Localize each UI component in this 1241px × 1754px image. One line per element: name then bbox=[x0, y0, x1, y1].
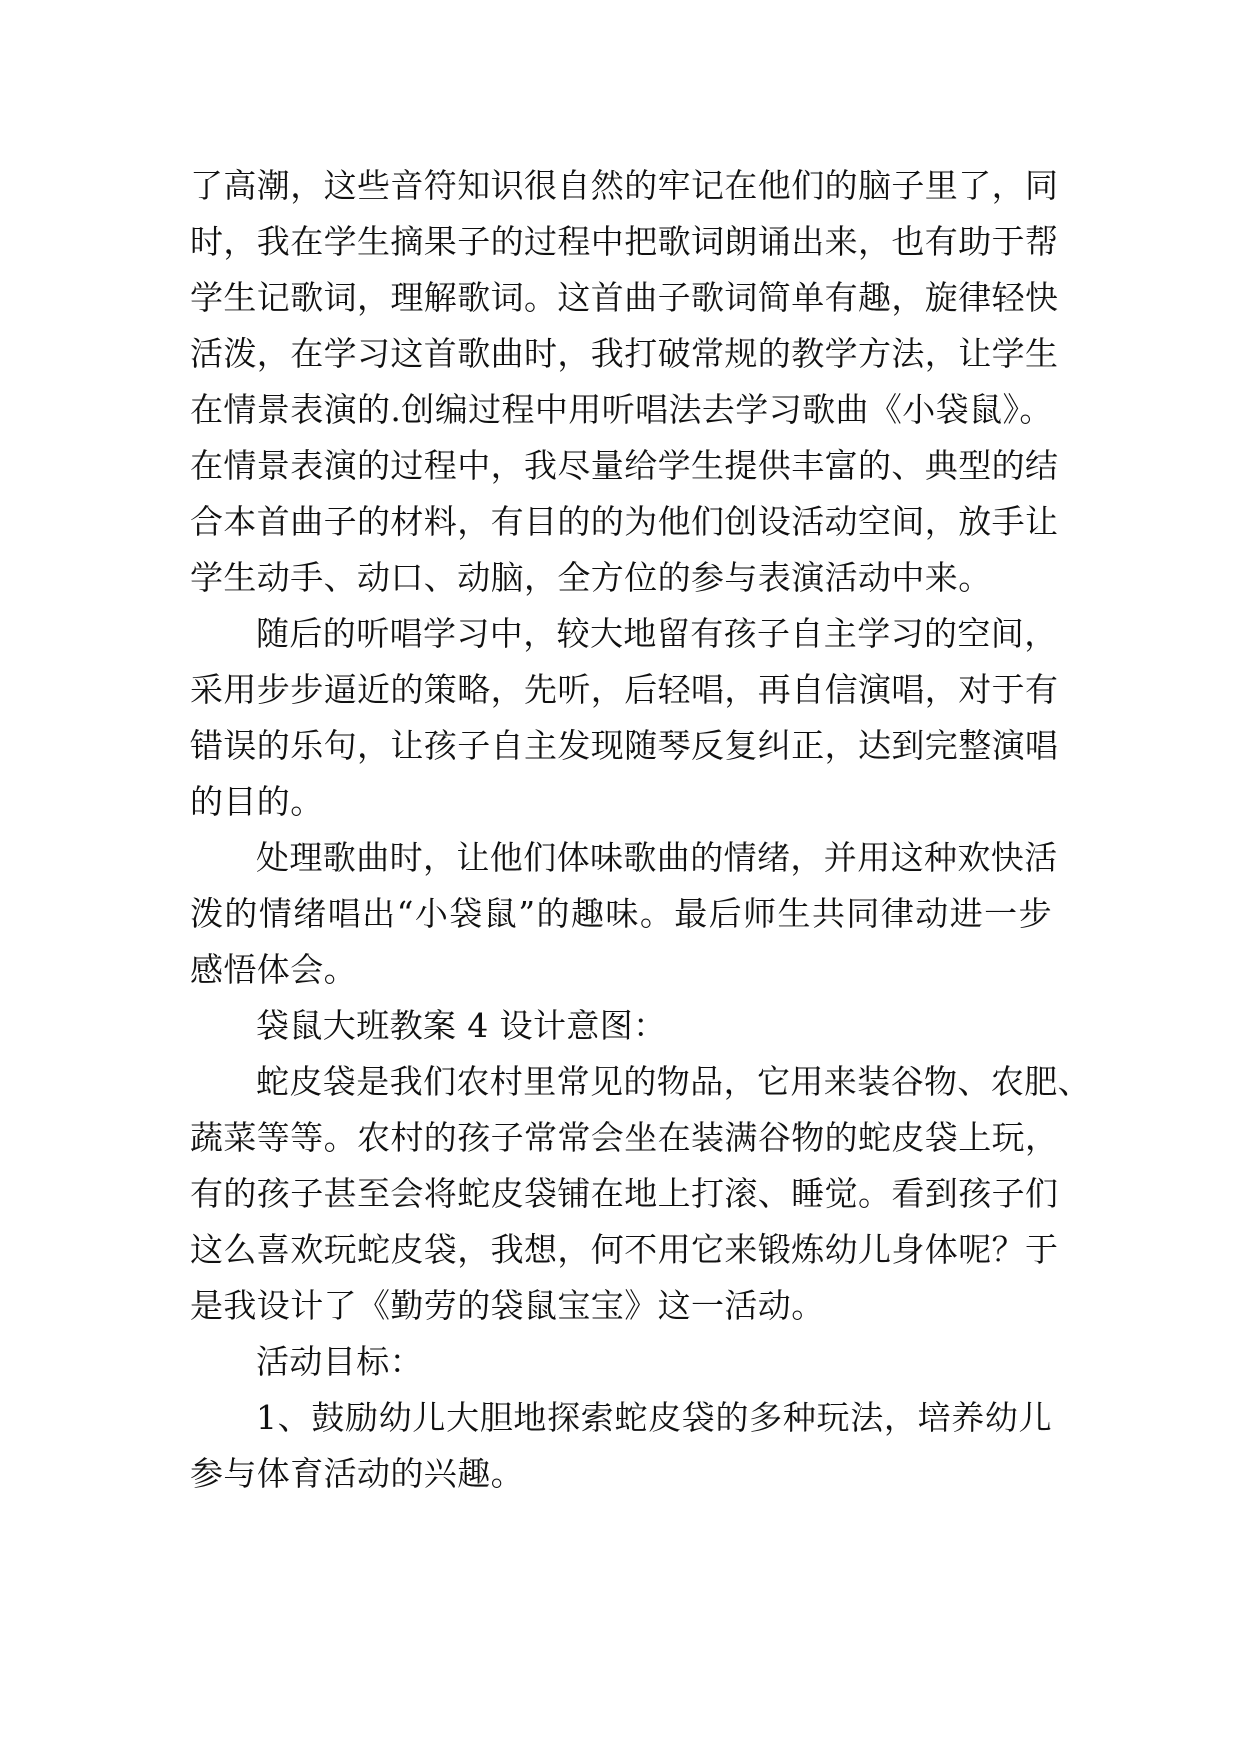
text-line: 这么喜欢玩蛇皮袋，我想，何不用它来锻炼幼儿身体呢？于 bbox=[190, 1230, 1059, 1269]
text-line: 错误的乐句，让孩子自主发现随琴反复纠正，达到完整演唱 bbox=[190, 726, 1059, 765]
document-body bbox=[190, 158, 1091, 1502]
text-line: 蛇皮袋是我们农村里常见的物品，它用来装谷物、农肥、 bbox=[256, 1062, 1091, 1101]
text-line: 参与体育活动的兴趣。 bbox=[190, 1454, 524, 1493]
text-line: 有的孩子甚至会将蛇皮袋铺在地上打滚、睡觉。看到孩子们 bbox=[190, 1174, 1059, 1213]
text-line: 学生动手、动口、动脑，全方位的参与表演活动中来。 bbox=[190, 558, 992, 597]
text-line: 泼的情绪唱出“小袋鼠”的趣味。最后师生共同律动进一步 bbox=[190, 894, 1052, 933]
text-line: 了高潮，这些音符知识很自然的牢记在他们的脑子里了，同 bbox=[190, 166, 1059, 205]
text-line: 合本首曲子的材料，有目的的为他们创设活动空间，放手让 bbox=[190, 502, 1059, 541]
text-line: 随后的听唱学习中，较大地留有孩子自主学习的空间， bbox=[256, 614, 1058, 653]
text-line: 活动目标： bbox=[256, 1342, 423, 1381]
text-line: 在情景表演的.创编过程中用听唱法去学习歌曲《小袋鼠》。 bbox=[190, 390, 1053, 429]
text-line: 是我设计了《勤劳的袋鼠宝宝》这一活动。 bbox=[190, 1286, 825, 1325]
text-line: 蔬菜等等。农村的孩子常常会坐在装满谷物的蛇皮袋上玩， bbox=[190, 1118, 1059, 1157]
text-line: 1、鼓励幼儿大胆地探索蛇皮袋的多种玩法，培养幼儿 bbox=[256, 1398, 1052, 1437]
text-line: 活泼，在学习这首歌曲时，我打破常规的教学方法，让学生 bbox=[190, 334, 1059, 373]
text-line: 在情景表演的过程中，我尽量给学生提供丰富的、典型的结 bbox=[190, 446, 1059, 485]
text-line: 袋鼠大班教案 4 设计意图： bbox=[256, 1006, 667, 1045]
text-line: 感悟体会。 bbox=[190, 950, 357, 989]
text-line: 处理歌曲时，让他们体味歌曲的情绪，并用这种欢快活 bbox=[256, 838, 1058, 877]
text-line: 的目的。 bbox=[190, 782, 324, 821]
text-line: 时，我在学生摘果子的过程中把歌词朗诵出来，也有助于帮 bbox=[190, 222, 1059, 261]
text-line: 采用步步逼近的策略，先听，后轻唱，再自信演唱，对于有 bbox=[190, 670, 1059, 709]
text-line: 学生记歌词，理解歌词。这首曲子歌词简单有趣，旋律轻快 bbox=[190, 278, 1059, 317]
